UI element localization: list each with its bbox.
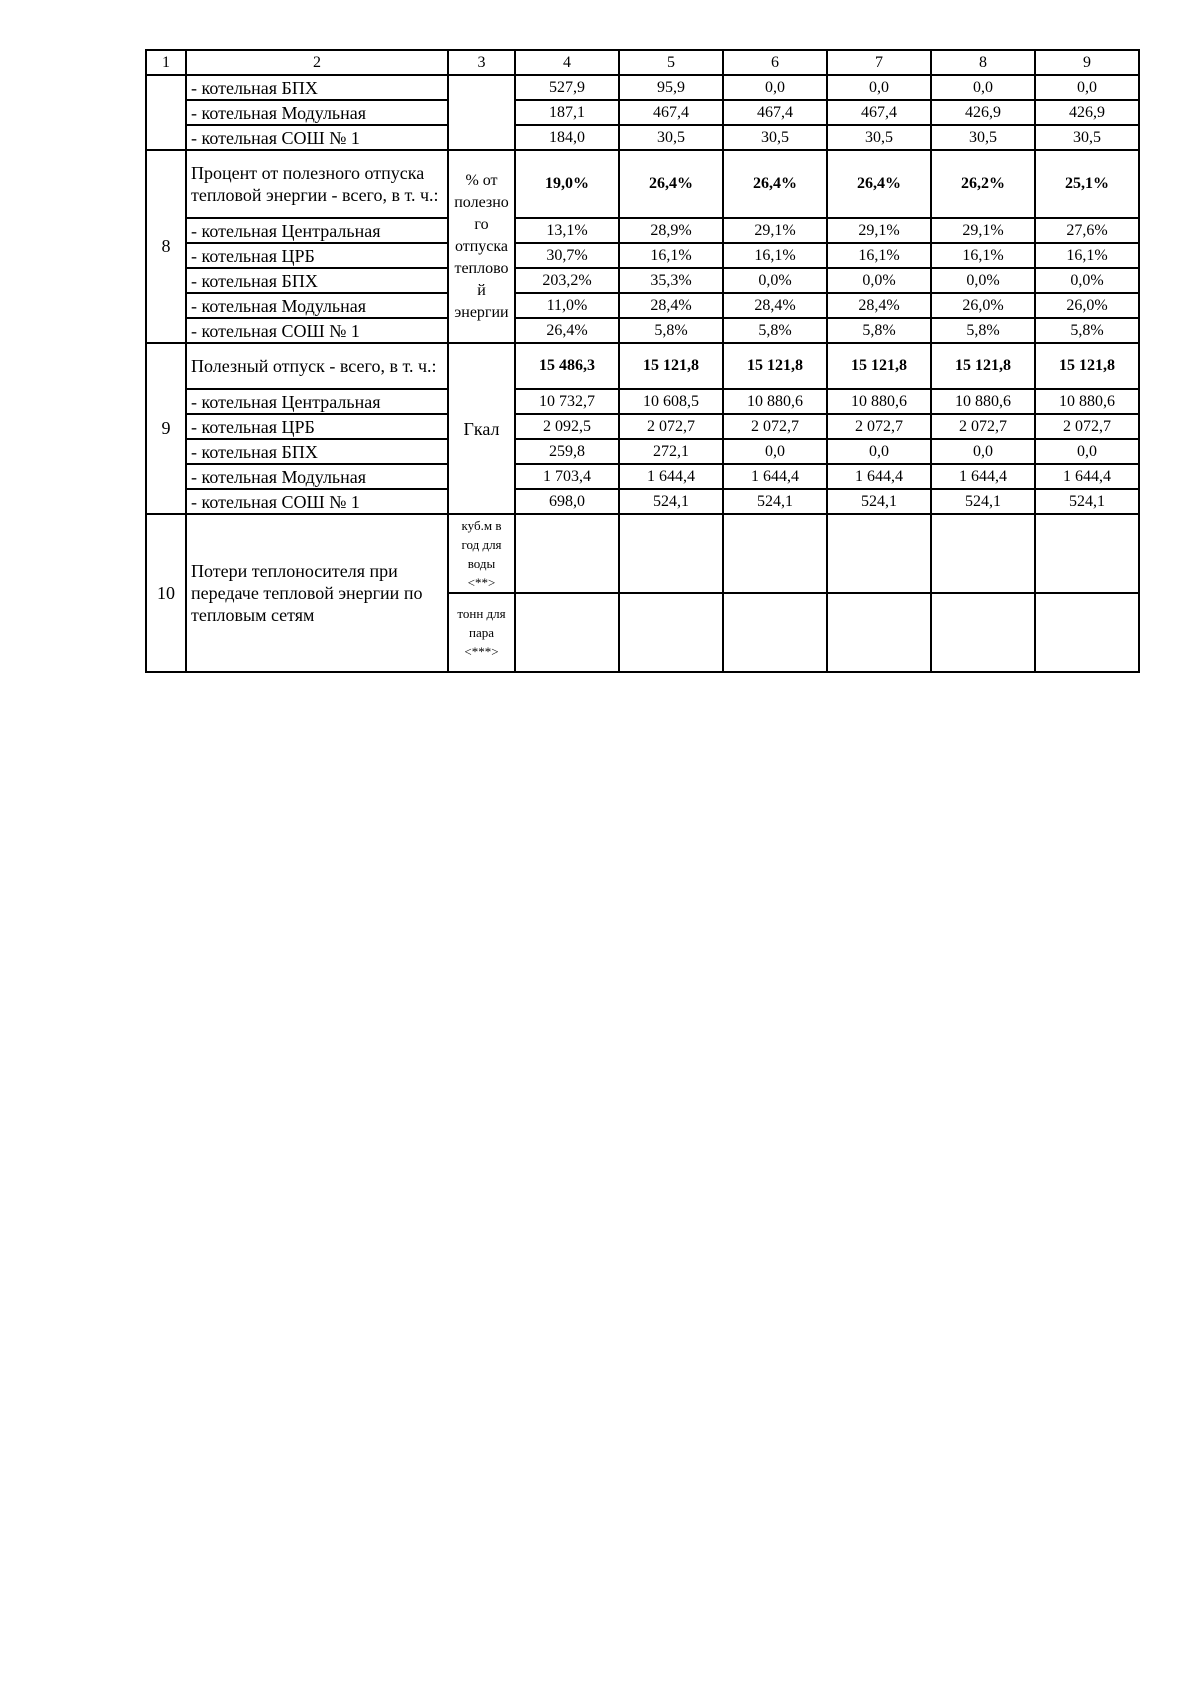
value-cell: 0,0 (931, 75, 1035, 100)
value-cell: 698,0 (515, 489, 619, 514)
value-cell: 524,1 (1035, 489, 1139, 514)
value-cell: 26,0% (1035, 293, 1139, 318)
value-cell-empty (619, 593, 723, 672)
value-cell: 5,8% (619, 318, 723, 343)
value-cell: 426,9 (1035, 100, 1139, 125)
value-cell: 1 644,4 (827, 464, 931, 489)
table-row (146, 318, 1139, 343)
header-cell: 8 (931, 50, 1035, 75)
table-row (146, 293, 1139, 318)
value-cell: 26,4% (723, 150, 827, 218)
value-cell: 2 072,7 (1035, 414, 1139, 439)
value-cell-empty (827, 514, 931, 593)
value-cell: 27,6% (1035, 218, 1139, 243)
row-index: 10 (146, 514, 186, 672)
table-row (146, 243, 1139, 268)
value-cell: 0,0 (1035, 439, 1139, 464)
table-row (146, 75, 1139, 100)
value-cell: 0,0 (723, 75, 827, 100)
value-cell: 203,2% (515, 268, 619, 293)
value-cell-empty (723, 514, 827, 593)
value-cell: 5,8% (827, 318, 931, 343)
value-cell: 2 072,7 (931, 414, 1035, 439)
value-cell: 0,0% (931, 268, 1035, 293)
value-cell: 15 121,8 (827, 343, 931, 389)
value-cell-empty (1035, 514, 1139, 593)
value-cell: 28,4% (723, 293, 827, 318)
value-cell: 30,5 (827, 125, 931, 150)
value-cell: 467,4 (827, 100, 931, 125)
unit-cell: Гкал (448, 343, 515, 514)
value-cell: 524,1 (931, 489, 1035, 514)
header-row (146, 50, 1139, 75)
value-cell: 0,0 (723, 439, 827, 464)
header-cell: 2 (186, 50, 448, 75)
row-label: - котельная БПХ (186, 75, 448, 100)
value-cell: 5,8% (931, 318, 1035, 343)
value-cell: 0,0 (931, 439, 1035, 464)
value-cell: 184,0 (515, 125, 619, 150)
row-label: - котельная ЦРБ (186, 414, 448, 439)
value-cell: 0,0 (827, 439, 931, 464)
value-cell-empty (827, 593, 931, 672)
row-label: - котельная СОШ № 1 (186, 489, 448, 514)
value-cell: 16,1% (723, 243, 827, 268)
value-cell: 2 092,5 (515, 414, 619, 439)
table-row (146, 464, 1139, 489)
value-cell: 15 121,8 (1035, 343, 1139, 389)
value-cell: 30,5 (723, 125, 827, 150)
value-cell: 10 880,6 (827, 389, 931, 414)
value-cell: 30,7% (515, 243, 619, 268)
unit-cell: % от полезно го отпуска теплово й энергии (448, 150, 515, 343)
unit-cell: куб.м в год для воды <**> (448, 514, 515, 593)
row-index: 9 (146, 343, 186, 514)
value-cell: 467,4 (723, 100, 827, 125)
header-cell: 4 (515, 50, 619, 75)
value-cell: 527,9 (515, 75, 619, 100)
row-label: - котельная ЦРБ (186, 243, 448, 268)
value-cell: 28,9% (619, 218, 723, 243)
value-cell: 272,1 (619, 439, 723, 464)
value-cell: 26,2% (931, 150, 1035, 218)
row-label: - котельная Центральная (186, 389, 448, 414)
row-label: - котельная Центральная (186, 218, 448, 243)
value-cell: 26,4% (619, 150, 723, 218)
header-cell: 3 (448, 50, 515, 75)
value-cell: 16,1% (931, 243, 1035, 268)
value-cell: 524,1 (619, 489, 723, 514)
value-cell: 1 644,4 (1035, 464, 1139, 489)
value-cell: 0,0% (827, 268, 931, 293)
table-row (146, 389, 1139, 414)
row-label: - котельная СОШ № 1 (186, 125, 448, 150)
table-row (146, 218, 1139, 243)
row-label: Полезный отпуск - всего, в т. ч.: (186, 343, 448, 389)
value-cell: 30,5 (619, 125, 723, 150)
value-cell-empty (931, 593, 1035, 672)
heat-supply-table (145, 49, 1140, 673)
row-label: - котельная Модульная (186, 100, 448, 125)
value-cell: 29,1% (723, 218, 827, 243)
value-cell: 16,1% (1035, 243, 1139, 268)
value-cell: 259,8 (515, 439, 619, 464)
row-index-empty (146, 75, 186, 150)
value-cell: 2 072,7 (723, 414, 827, 439)
value-cell: 10 880,6 (723, 389, 827, 414)
value-cell: 2 072,7 (827, 414, 931, 439)
value-cell: 0,0 (827, 75, 931, 100)
value-cell: 15 121,8 (619, 343, 723, 389)
header-cell: 6 (723, 50, 827, 75)
table-row-total (146, 150, 1139, 218)
value-cell: 26,0% (931, 293, 1035, 318)
value-cell: 29,1% (827, 218, 931, 243)
value-cell: 0,0% (1035, 268, 1139, 293)
value-cell: 467,4 (619, 100, 723, 125)
value-cell: 10 880,6 (1035, 389, 1139, 414)
value-cell: 10 608,5 (619, 389, 723, 414)
value-cell-empty (515, 514, 619, 593)
value-cell: 426,9 (931, 100, 1035, 125)
row-label: - котельная Модульная (186, 464, 448, 489)
value-cell-empty (723, 593, 827, 672)
value-cell: 13,1% (515, 218, 619, 243)
value-cell: 19,0% (515, 150, 619, 218)
header-cell: 1 (146, 50, 186, 75)
value-cell: 26,4% (515, 318, 619, 343)
table-row (146, 414, 1139, 439)
value-cell: 1 644,4 (619, 464, 723, 489)
value-cell: 1 644,4 (723, 464, 827, 489)
row-label: Потери теплоносителя при передаче тепловой энергии по тепловым сетям (186, 514, 448, 672)
value-cell: 0,0% (723, 268, 827, 293)
value-cell-empty (931, 514, 1035, 593)
header-cell: 7 (827, 50, 931, 75)
table-row (146, 125, 1139, 150)
value-cell: 187,1 (515, 100, 619, 125)
value-cell: 2 072,7 (619, 414, 723, 439)
value-cell: 30,5 (931, 125, 1035, 150)
value-cell: 1 703,4 (515, 464, 619, 489)
value-cell: 16,1% (827, 243, 931, 268)
value-cell-empty (1035, 593, 1139, 672)
row-label: - котельная Модульная (186, 293, 448, 318)
row-label: - котельная БПХ (186, 268, 448, 293)
value-cell: 524,1 (723, 489, 827, 514)
header-cell: 9 (1035, 50, 1139, 75)
unit-empty (448, 75, 515, 150)
value-cell: 5,8% (1035, 318, 1139, 343)
value-cell: 11,0% (515, 293, 619, 318)
value-cell: 16,1% (619, 243, 723, 268)
table-row (146, 100, 1139, 125)
table-row (146, 489, 1139, 514)
value-cell: 0,0 (1035, 75, 1139, 100)
value-cell: 29,1% (931, 218, 1035, 243)
row-label: - котельная БПХ (186, 439, 448, 464)
value-cell: 28,4% (827, 293, 931, 318)
value-cell: 15 486,3 (515, 343, 619, 389)
header-cell: 5 (619, 50, 723, 75)
unit-cell: тонн для пара <***> (448, 593, 515, 672)
value-cell: 524,1 (827, 489, 931, 514)
value-cell: 26,4% (827, 150, 931, 218)
value-cell: 15 121,8 (931, 343, 1035, 389)
value-cell: 1 644,4 (931, 464, 1035, 489)
value-cell: 95,9 (619, 75, 723, 100)
table-row (146, 514, 1139, 593)
table-row-total (146, 343, 1139, 389)
table-row (146, 439, 1139, 464)
value-cell: 35,3% (619, 268, 723, 293)
value-cell-empty (515, 593, 619, 672)
table-row (146, 268, 1139, 293)
row-label: - котельная СОШ № 1 (186, 318, 448, 343)
row-label: Процент от полезного отпуска тепловой энергии - всего, в т. ч.: (186, 150, 448, 218)
value-cell: 25,1% (1035, 150, 1139, 218)
value-cell: 15 121,8 (723, 343, 827, 389)
value-cell: 5,8% (723, 318, 827, 343)
value-cell: 10 880,6 (931, 389, 1035, 414)
value-cell: 30,5 (1035, 125, 1139, 150)
row-index: 8 (146, 150, 186, 343)
value-cell: 10 732,7 (515, 389, 619, 414)
value-cell: 28,4% (619, 293, 723, 318)
value-cell-empty (619, 514, 723, 593)
